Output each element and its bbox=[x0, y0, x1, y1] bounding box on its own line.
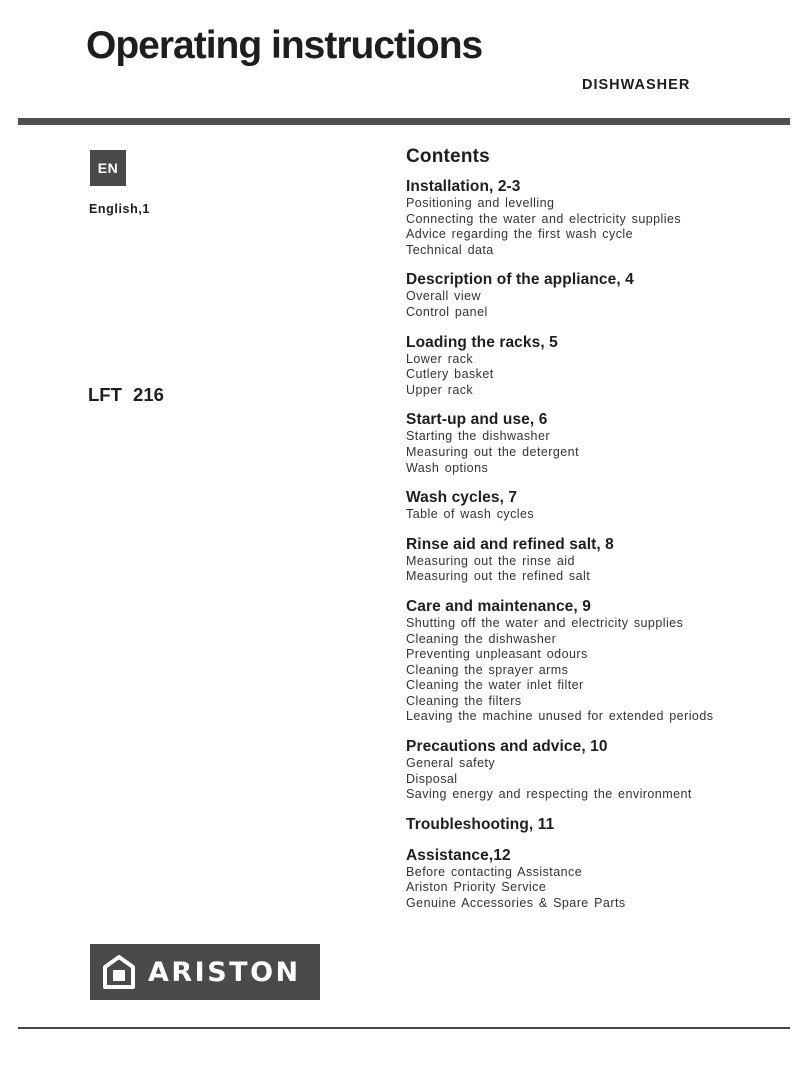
section-item[interactable]: Shutting off the water and electricity supplies bbox=[406, 615, 684, 630]
section-item[interactable]: Disposal bbox=[406, 771, 458, 786]
section-heading[interactable]: Rinse aid and refined salt, 8 bbox=[406, 535, 614, 553]
section-item[interactable]: Overall view bbox=[406, 289, 481, 304]
section-item[interactable]: Cleaning the dishwasher bbox=[406, 631, 557, 646]
section-item[interactable]: Lower rack bbox=[406, 351, 474, 366]
top-divider bbox=[18, 118, 790, 125]
section-heading[interactable]: Wash cycles, 7 bbox=[406, 489, 518, 507]
contents-section bbox=[406, 177, 801, 258]
section-item[interactable]: Upper rack bbox=[406, 382, 474, 397]
contents-section bbox=[406, 410, 801, 476]
section-item[interactable]: Measuring out the detergent bbox=[406, 444, 580, 459]
contents-section bbox=[406, 333, 801, 399]
section-item[interactable]: Cleaning the water inlet filter bbox=[406, 678, 584, 693]
section-item[interactable]: Table of wash cycles bbox=[406, 507, 535, 522]
section-heading[interactable]: Start-up and use, 6 bbox=[406, 411, 548, 429]
section-item[interactable]: General safety bbox=[406, 756, 496, 771]
section-item[interactable]: Positioning and levelling bbox=[406, 196, 555, 210]
section-heading[interactable]: Description of the appliance, 4 bbox=[406, 271, 634, 289]
section-heading[interactable]: Loading the racks, 5 bbox=[406, 333, 558, 351]
section-heading[interactable]: Troubleshooting, 11 bbox=[406, 815, 555, 833]
section-heading[interactable]: Precautions and advice, 10 bbox=[406, 738, 608, 756]
contents-section bbox=[406, 270, 801, 320]
contents-section bbox=[406, 535, 801, 585]
logo-text: ARISTON bbox=[148, 956, 301, 988]
section-item[interactable]: Preventing unpleasant odours bbox=[406, 647, 588, 662]
contents-section bbox=[406, 597, 801, 725]
section-heading[interactable]: Care and maintenance, 9 bbox=[406, 597, 591, 615]
section-item[interactable]: Connecting the water and electricity supplies bbox=[406, 211, 682, 226]
bottom-divider bbox=[18, 1027, 790, 1029]
section-item[interactable]: Ariston Priority Service bbox=[406, 880, 547, 895]
ariston-logo bbox=[90, 944, 320, 1000]
section-item[interactable]: Technical data bbox=[406, 242, 494, 257]
section-item[interactable]: Measuring out the refined salt bbox=[406, 569, 591, 584]
section-item[interactable]: Genuine Accessories & Spare Parts bbox=[406, 896, 626, 911]
section-item[interactable]: Control panel bbox=[406, 304, 488, 319]
contents-section bbox=[406, 488, 801, 523]
section-item[interactable]: Cleaning the filters bbox=[406, 693, 522, 708]
section-heading[interactable]: Assistance,12 bbox=[406, 846, 511, 864]
section-item[interactable]: Advice regarding the first wash cycle bbox=[406, 227, 634, 242]
section-item[interactable]: Starting the dishwasher bbox=[406, 429, 550, 444]
house-icon bbox=[102, 955, 136, 989]
language-badge: EN bbox=[90, 150, 126, 186]
contents-title: Contents bbox=[406, 146, 490, 167]
section-item[interactable]: Before contacting Assistance bbox=[406, 864, 583, 879]
contents-sections bbox=[406, 177, 801, 912]
section-item[interactable]: Cleaning the sprayer arms bbox=[406, 662, 569, 677]
section-item[interactable]: Measuring out the rinse aid bbox=[406, 553, 575, 568]
contents-section bbox=[406, 846, 801, 912]
model-number: LFT 216 bbox=[88, 384, 164, 405]
page-title: Operating instructions bbox=[86, 24, 483, 67]
section-item[interactable]: Leaving the machine unused for extended periods bbox=[406, 709, 714, 724]
table-of-contents bbox=[406, 146, 801, 924]
language-link[interactable]: English,1 bbox=[89, 202, 150, 216]
section-item[interactable]: Wash options bbox=[406, 460, 489, 475]
contents-section bbox=[406, 737, 801, 803]
section-item[interactable]: Cutlery basket bbox=[406, 367, 494, 382]
product-type: DISHWASHER bbox=[582, 77, 691, 93]
section-heading[interactable]: Installation, 2-3 bbox=[406, 178, 521, 195]
contents-section bbox=[406, 815, 801, 834]
section-item[interactable]: Saving energy and respecting the environment bbox=[406, 787, 692, 802]
